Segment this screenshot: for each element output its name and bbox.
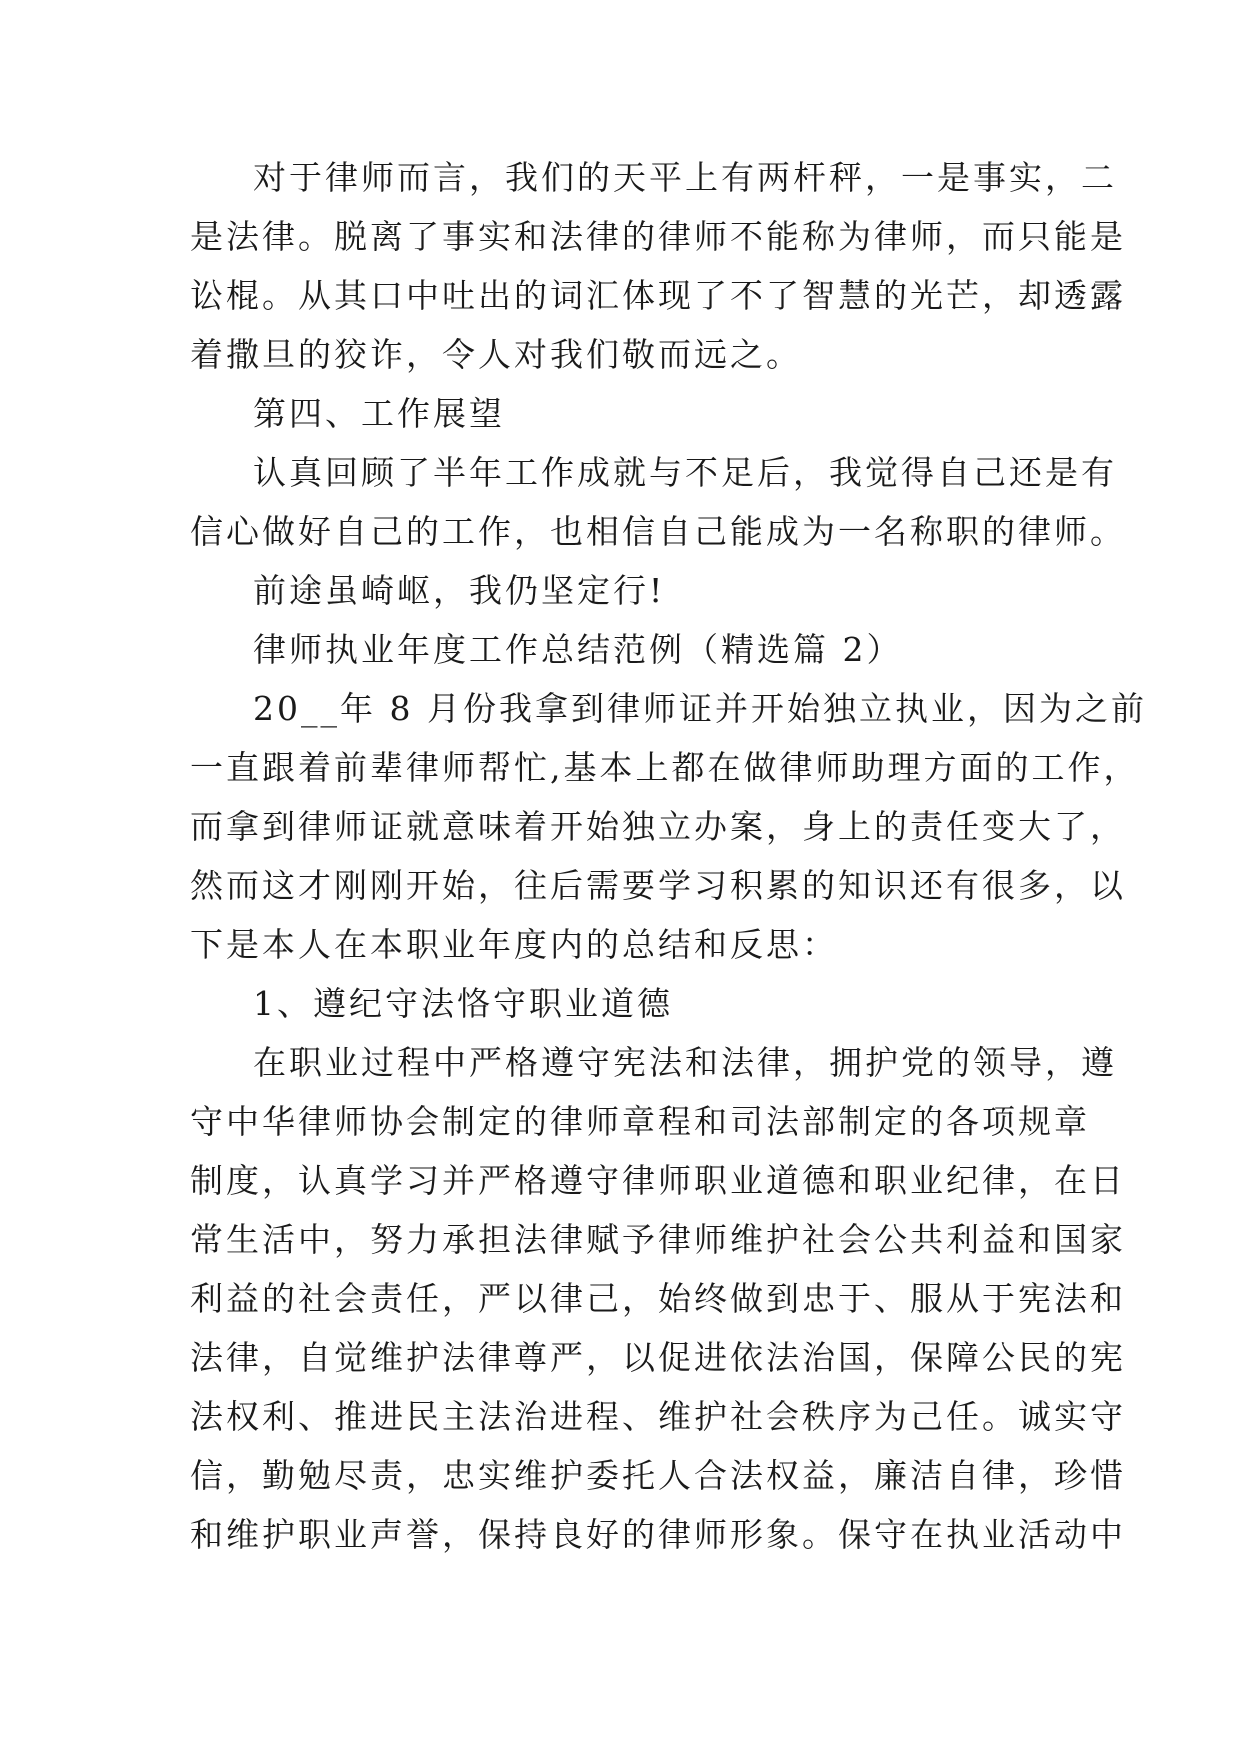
text-line: 常生活中，努力承担法律赋予律师维护社会公共利益和国家 [190,1220,1126,1259]
text-line: 1、遵纪守法恪守职业道德 [253,984,673,1023]
text-line: 然而这才刚刚开始，往后需要学习积累的知识还有很多，以 [190,866,1126,905]
text-line: 是法律。脱离了事实和法律的律师不能称为律师，而只能是 [190,217,1126,256]
text-line: 一直跟着前辈律师帮忙,基本上都在做律师助理方面的工作， [190,748,1140,787]
text-line: 下是本人在本职业年度内的总结和反思： [190,925,838,964]
text-line: 前途虽崎岖，我仍坚定行! [253,571,666,610]
text-line: 20__年 8 月份我拿到律师证并开始独立执业，因为之前 [253,689,1147,728]
text-line: 和维护职业声誉，保持良好的律师形象。保守在执业活动中 [190,1515,1126,1554]
text-line: 法权利、推进民主法治进程、维护社会秩序为己任。诚实守 [190,1397,1126,1436]
document-body [190,148,1147,1564]
text-line: 制度，认真学习并严格遵守律师职业道德和职业纪律，在日 [190,1161,1126,1200]
text-line: 认真回顾了半年工作成就与不足后，我觉得自己还是有 [253,453,1117,492]
text-line: 第四、工作展望 [253,394,505,433]
text-line: 利益的社会责任，严以律己，始终做到忠于、服从于宪法和 [190,1279,1126,1318]
text-line: 守中华律师协会制定的律师章程和司法部制定的各项规章 [190,1102,1090,1141]
text-line: 信心做好自己的工作，也相信自己能成为一名称职的律师。 [190,512,1126,551]
text-line: 着撒旦的狡诈，令人对我们敬而远之。 [190,335,802,374]
text-line: 在职业过程中严格遵守宪法和法律，拥护党的领导，遵 [253,1043,1117,1082]
text-line: 信，勤勉尽责，忠实维护委托人合法权益，廉洁自律，珍惜 [190,1456,1126,1495]
text-line: 法律，自觉维护法律尊严，以促进依法治国，保障公民的宪 [190,1338,1126,1377]
text-line: 讼棍。从其口中吐出的词汇体现了不了智慧的光芒，却透露 [190,276,1126,315]
text-line: 对于律师而言，我们的天平上有两杆秤，一是事实，二 [253,158,1117,197]
text-line: 律师执业年度工作总结范例（精选篇 2） [253,630,903,669]
text-line: 而拿到律师证就意味着开始独立办案，身上的责任变大了， [190,807,1126,846]
